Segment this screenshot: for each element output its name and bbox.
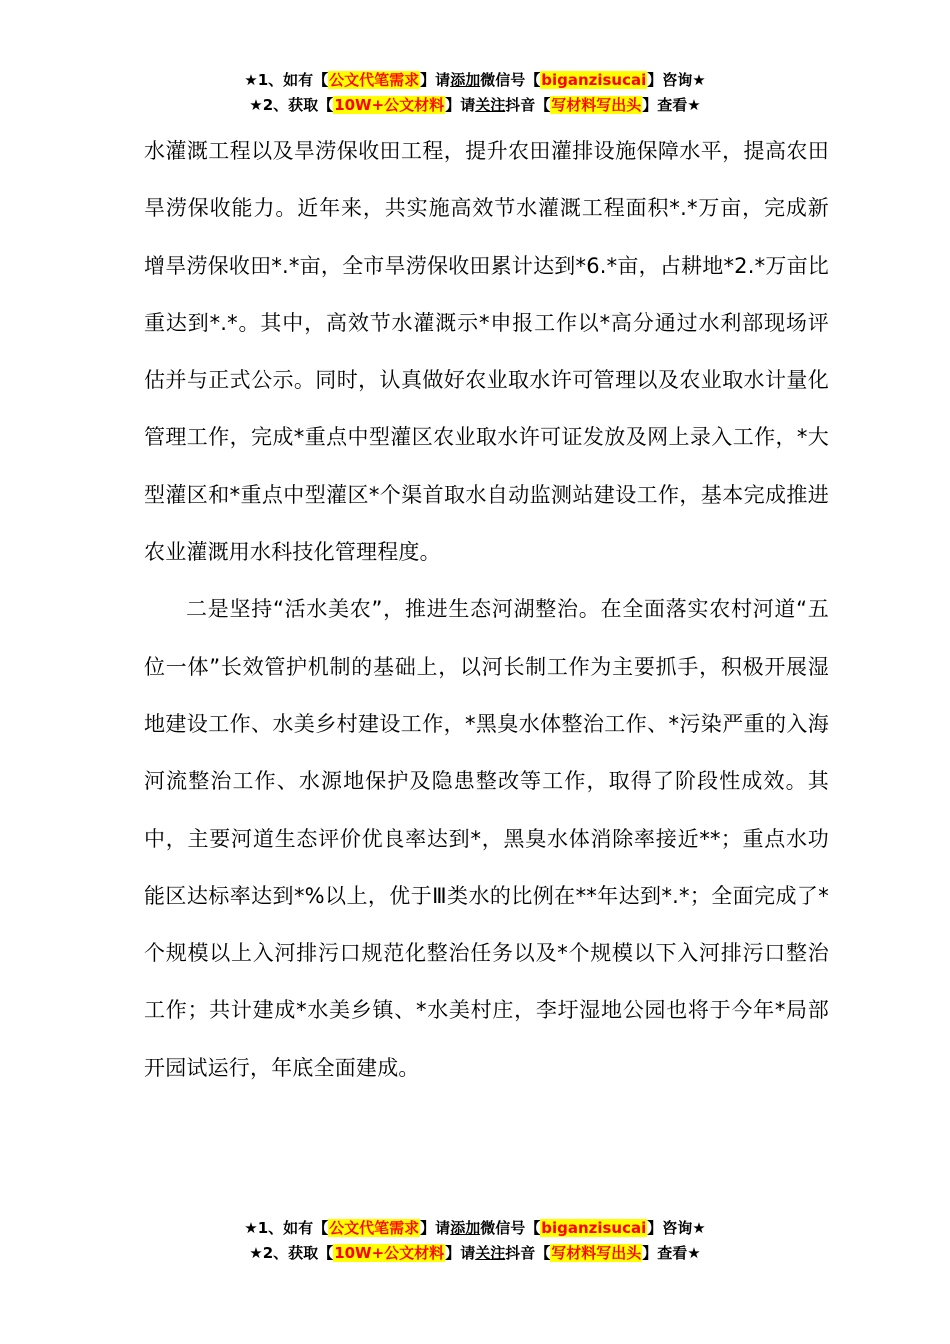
promo-line-1-please: 】请 <box>420 71 451 89</box>
footer-promo-follow-text: 关注 <box>475 1244 506 1262</box>
document-body <box>144 123 829 1097</box>
footer-promo-line-1-please: 】请 <box>420 1219 451 1237</box>
promo-line-2-douyin-label: 抖音【 <box>505 96 551 114</box>
promo-line-2-suffix: 】查看★ <box>642 96 701 114</box>
promo-wechat-id: biganzisucai <box>541 71 647 89</box>
promo-line-2-prefix: ★2、获取【 <box>249 96 334 114</box>
footer-promo-line-1-suffix: 】咨询★ <box>647 1219 706 1237</box>
promo-line-2 <box>0 95 950 120</box>
paragraph-irrigation: 水灌溉工程以及旱涝保收田工程，提升农田灌排设施保障水平，提高农田旱涝保收能力。近年来，共实施高效节水灌溉工程面积*.*万亩，完成新增旱涝保收田*.*亩，全市旱涝保收田累计达到*6.*亩，占耕地*2.*万亩比重达到*.*。其中，高效节水灌溉示*申报工作以*高分通过水利部现场评估并与正式公示。同时，认真做好农业取水许可管理以及农业取水计量化管理工作，完成*重点中型灌区农业取水许可证发放及网上录入工作，*大型灌区和*重点中型灌区*个渠首取水自动监测站建设工作，基本完成推进农业灌溉用水科技化管理程度。 <box>144 139 829 565</box>
paragraph-ecological-rivers: 二是坚持“活水美农”，推进生态河湖整治。在全面落实农村河道“五位一体”长效管护机制的基础上，以河长制工作为主要抓手，积极开展湿地建设工作、水美乡村建设工作，*黑臭水体整治工作、*污染严重的入海河流整治工作、水源地保护及隐患整改等工作，取得了阶段性成效。其中，主要河道生态评价优良率达到*，黑臭水体消除率接近**；重点水功能区达标率达到*%以上，优于Ⅲ类水的比例在**年达到*.*；全面完成了*个规模以上入河排污口规范化整治任务以及*个规模以下入河排污口整治工作；共计建成*水美乡镇、*水美村庄，李圩湿地公园也将于今年*局部开园试运行，年底全面建成。 <box>144 597 829 1080</box>
footer-promo-line-2 <box>0 1243 950 1268</box>
footer-promo-line-1-wechat-label: 微信号【 <box>480 1219 541 1237</box>
footer-promo-line-1-prefix: ★1、如有【 <box>244 1219 329 1237</box>
promo-line-2-please: 】请 <box>445 96 476 114</box>
promo-line-1-suffix: 】咨询★ <box>647 71 706 89</box>
promo-line-1 <box>0 70 950 95</box>
promo-highlight-materials: 10W+公文材料 <box>334 96 445 114</box>
promo-line-1-wechat-label: 微信号【 <box>480 71 541 89</box>
header-promo-banner <box>0 70 950 120</box>
footer-promo-line-2-please: 】请 <box>445 1244 476 1262</box>
promo-douyin-account: 写材料写出头 <box>551 96 642 114</box>
footer-promo-line-1 <box>0 1218 950 1243</box>
footer-promo-highlight-ghostwriting: 公文代笔需求 <box>329 1219 420 1237</box>
footer-promo-banner <box>0 1218 950 1268</box>
footer-promo-line-2-suffix: 】查看★ <box>642 1244 701 1262</box>
promo-add-text: 添加 <box>450 71 481 89</box>
footer-promo-douyin-account: 写材料写出头 <box>551 1244 642 1262</box>
promo-line-1-prefix: ★1、如有【 <box>244 71 329 89</box>
footer-promo-highlight-materials: 10W+公文材料 <box>334 1244 445 1262</box>
footer-promo-wechat-id: biganzisucai <box>541 1219 647 1237</box>
promo-follow-text: 关注 <box>475 96 506 114</box>
footer-promo-line-2-prefix: ★2、获取【 <box>249 1244 334 1262</box>
footer-promo-line-2-douyin-label: 抖音【 <box>505 1244 551 1262</box>
footer-promo-add-text: 添加 <box>450 1219 481 1237</box>
promo-highlight-ghostwriting: 公文代笔需求 <box>329 71 420 89</box>
